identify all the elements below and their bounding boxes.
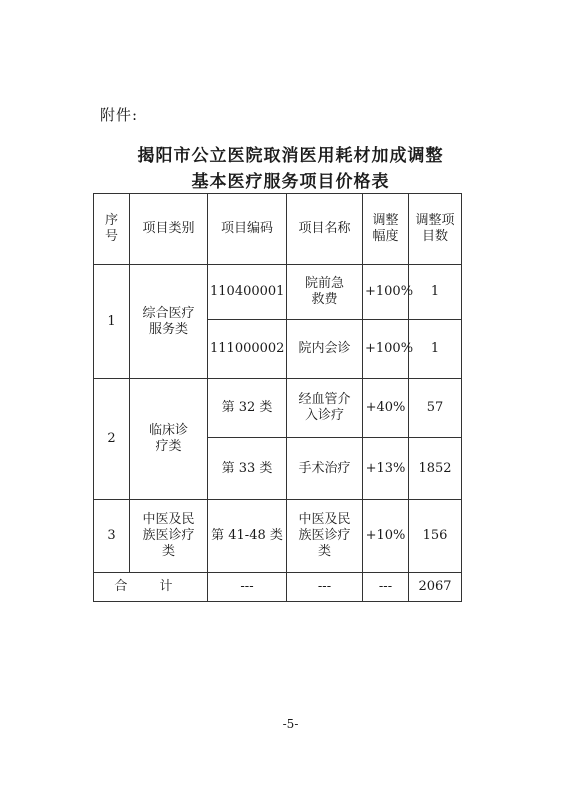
attachment-label: 附件:	[100, 106, 139, 124]
count-cell: 1852	[409, 438, 462, 500]
range-cell: +13%	[363, 438, 409, 500]
category-text: 临床诊疗类	[148, 423, 188, 454]
code-cell: 第 41-48 类	[208, 500, 287, 573]
range-cell: +100%	[363, 320, 409, 379]
range-cell: +40%	[363, 379, 409, 438]
title-line-1: 揭阳市公立医院取消医用耗材加成调整	[137, 146, 444, 166]
code-cell: 第 32 类	[208, 379, 287, 438]
total-row	[94, 573, 462, 602]
price-table	[93, 193, 462, 602]
total-label-text: 合 计	[114, 579, 187, 594]
header-seq	[94, 194, 130, 265]
table-row	[94, 379, 462, 438]
name-text: 院前急救费	[304, 276, 344, 307]
category-cell	[130, 379, 208, 500]
count-cell: 57	[409, 379, 462, 438]
total-label	[94, 573, 208, 602]
total-name: ---	[287, 573, 363, 602]
total-count: 2067	[409, 573, 462, 602]
code-cell: 110400001	[208, 265, 287, 320]
header-category: 项目类别	[130, 194, 208, 265]
header-name: 项目名称	[287, 194, 363, 265]
header-count	[409, 194, 462, 265]
seq-cell: 1	[94, 265, 130, 379]
count-cell: 156	[409, 500, 462, 573]
category-text: 综合医疗服务类	[142, 305, 195, 337]
name-cell: 院内会诊	[287, 320, 363, 379]
range-cell: +10%	[363, 500, 409, 573]
table-row	[94, 265, 462, 320]
header-range	[363, 194, 409, 265]
total-range: ---	[363, 573, 409, 602]
code-cell: 111000002	[208, 320, 287, 379]
category-cell	[130, 265, 208, 379]
header-seq-text: 序号	[104, 213, 118, 244]
header-row	[94, 194, 462, 265]
count-cell: 1	[409, 320, 462, 379]
table-row	[94, 500, 462, 573]
name-cell: 手术治疗	[287, 438, 363, 500]
title-line-2: 基本医疗服务项目价格表	[191, 172, 390, 192]
page-number: -5-	[282, 717, 299, 731]
total-code: ---	[208, 573, 287, 602]
header-code: 项目编码	[208, 194, 287, 265]
header-count-text: 调整项目数	[415, 213, 455, 244]
name-cell	[287, 265, 363, 320]
category-text: 中医及民族医诊疗类	[142, 512, 195, 559]
count-cell: 1	[409, 265, 462, 320]
category-cell	[130, 500, 208, 573]
header-range-text: 调整幅度	[372, 213, 399, 244]
code-cell: 第 33 类	[208, 438, 287, 500]
range-cell: +100%	[363, 265, 409, 320]
name-text: 中医及民族医诊疗类	[298, 512, 351, 559]
seq-cell: 2	[94, 379, 130, 500]
name-cell	[287, 500, 363, 573]
name-text: 经血管介入诊疗	[298, 392, 351, 423]
seq-cell: 3	[94, 500, 130, 573]
name-cell	[287, 379, 363, 438]
